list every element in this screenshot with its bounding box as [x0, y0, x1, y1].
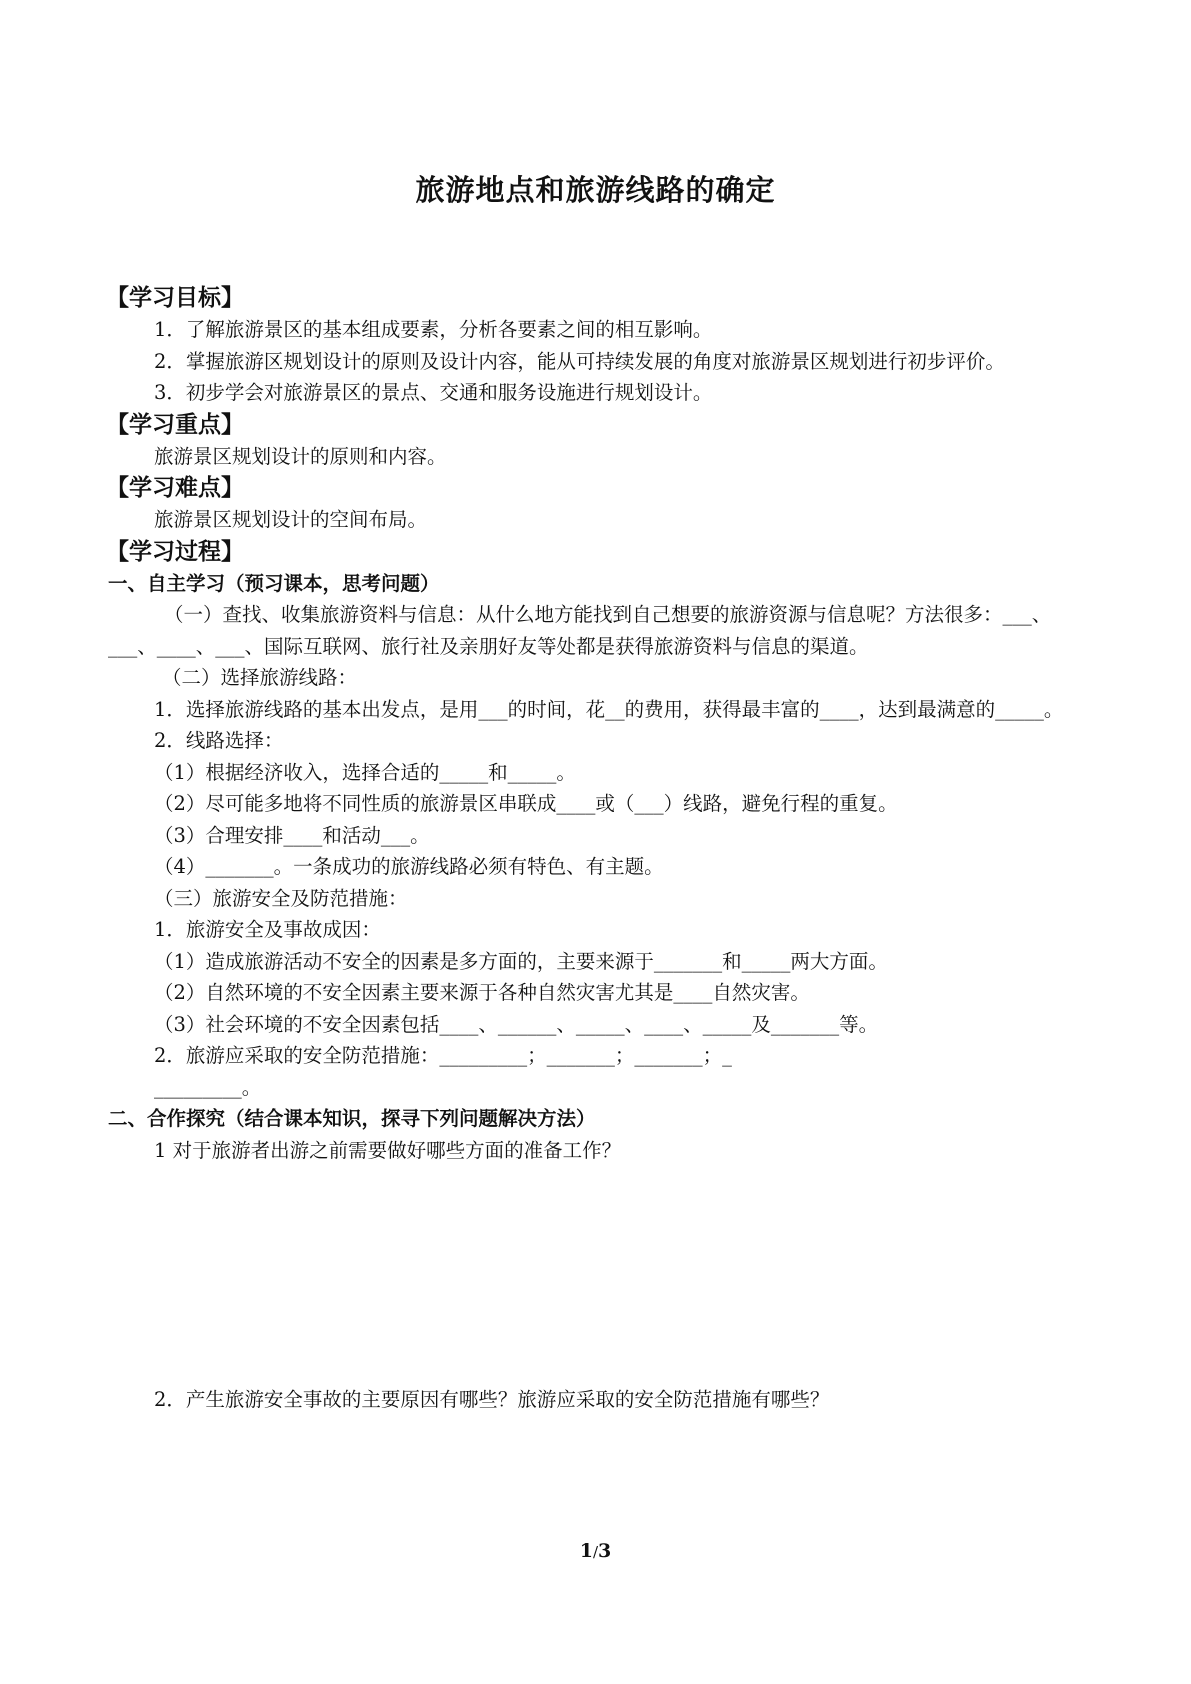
goal-item-1: 1．了解旅游景区的基本组成要素，分析各要素之间的相互影响。	[154, 318, 713, 341]
goal-item-2: 2．掌握旅游区规划设计的原则及设计内容，能从可持续发展的角度对旅游景区规划进行初步评价。	[154, 349, 1005, 373]
difficulty-text: 旅游景区规划设计的空间布局。	[154, 508, 428, 531]
safety-causes: 1．旅游安全及事故成因：	[154, 918, 381, 941]
section-self-study: 一、自主学习（预习课本，思考问题）	[108, 571, 440, 595]
self-study-part-1: （一）查找、收集旅游资料与信息：从什么地方能找到自己想要的旅游资源与信息呢？方法很多：___、___、____、___、国际互联网、旅行社及亲朋好友等处都是获得旅游资料与信息的渠道。	[108, 603, 1052, 658]
route-selection-3: （3）合理安排____和活动___。	[154, 823, 430, 847]
goal-item-3: 3．初步学会对旅游景区的景点、交通和服务设施进行规划设计。	[154, 381, 713, 404]
heading-difficulties: 【学习难点】	[106, 475, 244, 501]
page-current: 1	[579, 1540, 593, 1562]
document-body	[108, 282, 1088, 1416]
page-number	[0, 1540, 1191, 1562]
route-basis: 1．选择旅游线路的基本出发点，是用___的时间，花__的费用，获得最丰富的____，达到最满意的_____。	[154, 697, 1064, 721]
heading-learning-process: 【学习过程】	[106, 538, 244, 565]
heading-learning-goals: 【学习目标】	[106, 285, 244, 311]
safety-cause-2: （2）自然环境的不安全因素主要来源于各种自然灾害尤其是____自然灾害。	[154, 981, 810, 1004]
route-selection-2: （2）尽可能多地将不同性质的旅游景区串联成____或（___）线路，避免行程的重复。	[154, 792, 898, 815]
document-title: 旅游地点和旅游线路的确定	[415, 173, 776, 207]
safety-measures: 2．旅游应采取的安全防范措施：_________；_______；_______；_	[154, 1044, 732, 1067]
section-cooperative-inquiry: 二、合作探究（结合课本知识，探寻下列问题解决方法）	[108, 1107, 596, 1130]
inquiry-question-1: 1 对于旅游者出游之前需要做好哪些方面的准备工作？	[154, 1138, 622, 1162]
heading-key-points: 【学习重点】	[106, 411, 244, 438]
safety-measures-continued: _________。	[154, 1075, 262, 1099]
route-selection: 2．线路选择：	[154, 729, 284, 752]
self-study-part-3: （三）旅游安全及防范措施：	[154, 886, 408, 910]
page-total: 3	[598, 1540, 612, 1562]
safety-cause-1: （1）造成旅游活动不安全的因素是多方面的，主要来源于_______和_____两大方面。	[154, 949, 888, 973]
key-point-text: 旅游景区规划设计的原则和内容。	[154, 444, 447, 468]
safety-cause-3: （3）社会环境的不安全因素包括____、______、_____、____、_____及_______等。	[154, 1012, 879, 1036]
inquiry-question-2: 2．产生旅游安全事故的主要原因有哪些？旅游应采取的安全防范措施有哪些？	[154, 1388, 830, 1411]
self-study-part-2: （二）选择旅游线路：	[162, 666, 358, 689]
answer-space	[108, 1166, 1088, 1384]
route-selection-4: （4）_______。一条成功的旅游线路必须有特色、有主题。	[154, 855, 664, 878]
route-selection-1: （1）根据经济收入，选择合适的_____和_____。	[154, 760, 576, 784]
page-separator: /	[592, 1543, 599, 1561]
